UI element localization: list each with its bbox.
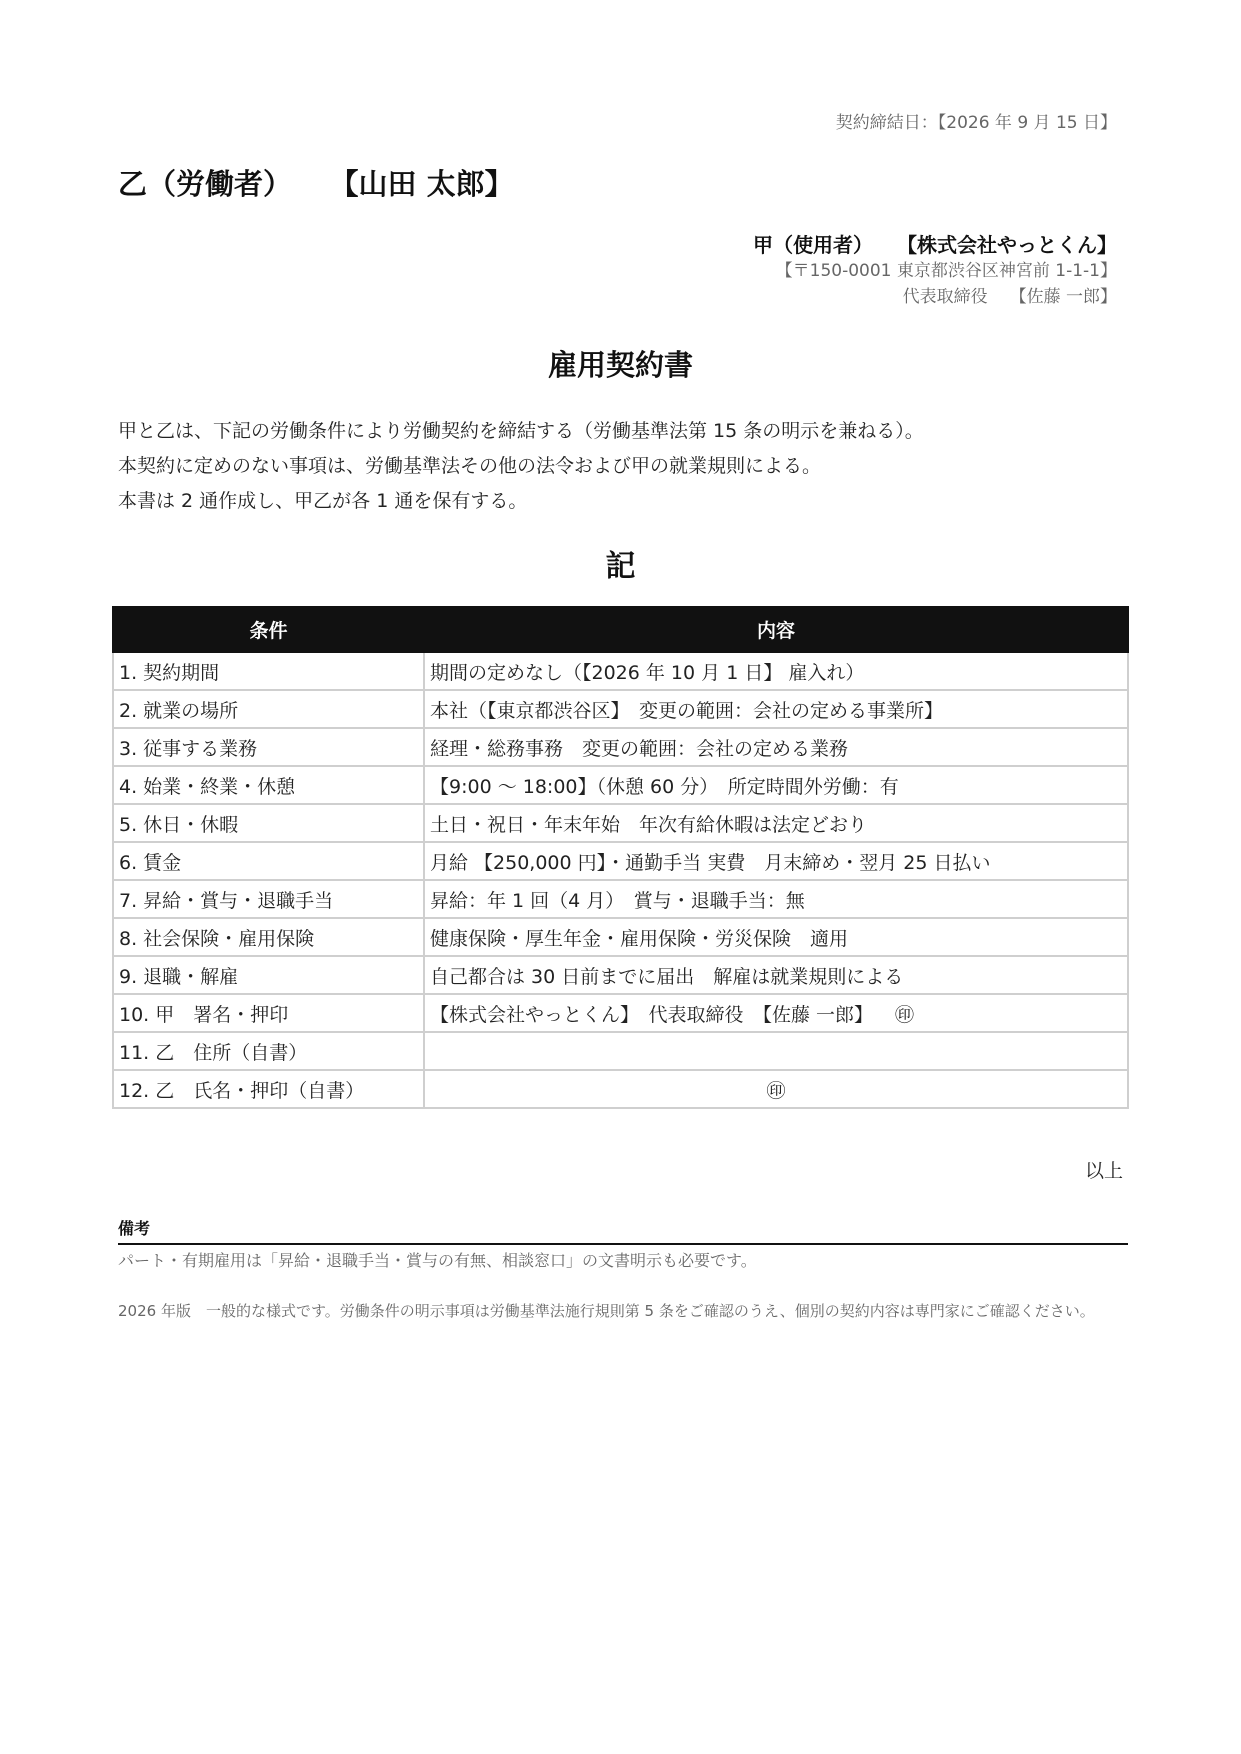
footnote: 2026 年版 一般的な様式です。労働条件の明示事項は労働基準法施行規則第 5 条をご確認のうえ、個別の契約内容は専門家にご確認ください。 [118,1302,1095,1320]
table-row [113,766,1128,804]
remarks-heading: 備考 [118,1216,1128,1245]
employer-heading [753,232,1117,258]
employer-block [753,232,1117,310]
content-cell: 本社（【東京都渋谷区】 変更の範囲：会社の定める事業所】 [424,690,1128,728]
table-header-row [113,607,1128,652]
table-row [113,842,1128,880]
employer-address: 【〒150-0001 東京都渋谷区神宮前 1-1-1】 [775,261,1117,281]
condition-cell: 2. 就業の場所 [113,690,424,728]
content-cell: 経理・総務事務 変更の範囲：会社の定める業務 [424,728,1128,766]
worker-address-field[interactable] [424,1032,1128,1070]
table-row [113,728,1128,766]
ki-heading: 記 [605,549,636,584]
condition-cell: 11. 乙 住所（自書） [113,1032,424,1070]
condition-cell: 3. 従事する業務 [113,728,424,766]
seal-icon: ㊞ [895,1003,915,1026]
worker-heading [118,162,514,203]
content-cell: 昇給：年 1 回（4 月） 賞与・退職手当：無 [424,880,1128,918]
remarks-note: パート・有期雇用は「昇給・退職手当・賞与の有無、相談窓口」の文書明示も必要です。 [118,1251,757,1270]
table-row [113,918,1128,956]
table-row [113,804,1128,842]
intro-line: 甲と乙は、下記の労働条件により労働契約を締結する（労働基準法第 15 条の明示を兼ねる）。 [118,420,924,442]
column-header-content: 内容 [424,607,1128,652]
worker-label: 乙（労働者） [118,167,293,201]
table-row [113,956,1128,994]
condition-cell: 8. 社会保険・雇用保険 [113,918,424,956]
table-row [113,994,1128,1032]
employer-signature-cell[interactable] [424,994,1128,1032]
worker-name: 【山田 太郎】 [344,167,514,201]
closing-ijo: 以上 [1084,1160,1123,1182]
employer-signature-text: 【株式会社やっとくん】 代表取締役 【佐藤 一郎】 [430,1003,874,1026]
employer-representative [753,284,1117,310]
condition-cell: 4. 始業・終業・休憩 [113,766,424,804]
table-row [113,880,1128,918]
intro-line: 本契約に定めのない事項は、労働基準法その他の法令および甲の就業規則による。 [118,455,822,477]
condition-cell: 7. 昇給・賞与・退職手当 [113,880,424,918]
intro-text [118,414,1128,519]
condition-cell: 9. 退職・解雇 [113,956,424,994]
table-row [113,652,1128,690]
table-row [113,1032,1128,1070]
table-row [113,690,1128,728]
condition-cell: 5. 休日・休暇 [113,804,424,842]
employer-rep-name: 【佐藤 一郎】 [1009,287,1117,307]
content-cell: 自己都合は 30 日前までに届出 解雇は就業規則による [424,956,1128,994]
document-title: 雇用契約書 [547,348,693,382]
employer-rep-title: 代表取締役 [902,287,988,307]
contract-date: 契約締結日：【2026 年 9 月 15 日】 [835,113,1117,133]
condition-cell: 12. 乙 氏名・押印（自書） [113,1070,424,1108]
seal-icon: ㊞ [766,1079,786,1102]
condition-cell: 6. 賃金 [113,842,424,880]
table-row [113,1070,1128,1108]
terms-table [112,606,1129,1109]
content-cell: 健康保険・厚生年金・雇用保険・労災保険 適用 [424,918,1128,956]
condition-cell: 10. 甲 署名・押印 [113,994,424,1032]
condition-cell: 1. 契約期間 [113,652,424,690]
column-header-condition: 条件 [113,607,424,652]
worker-name-seal-field[interactable] [424,1070,1128,1108]
employer-company: 【株式会社やっとくん】 [907,233,1117,257]
employer-label: 甲（使用者） [753,233,873,257]
content-cell: 期間の定めなし（【2026 年 10 月 1 日】 雇入れ） [424,652,1128,690]
content-cell: 【9:00 ～ 18:00】（休憩 60 分） 所定時間外労働：有 [424,766,1128,804]
content-cell: 土日・祝日・年末年始 年次有給休暇は法定どおり [424,804,1128,842]
content-cell: 月給 【250,000 円】・通勤手当 実費 月末締め・翌月 25 日払い [424,842,1128,880]
intro-line: 本書は 2 通作成し、甲乙が各 1 通を保有する。 [118,490,528,512]
